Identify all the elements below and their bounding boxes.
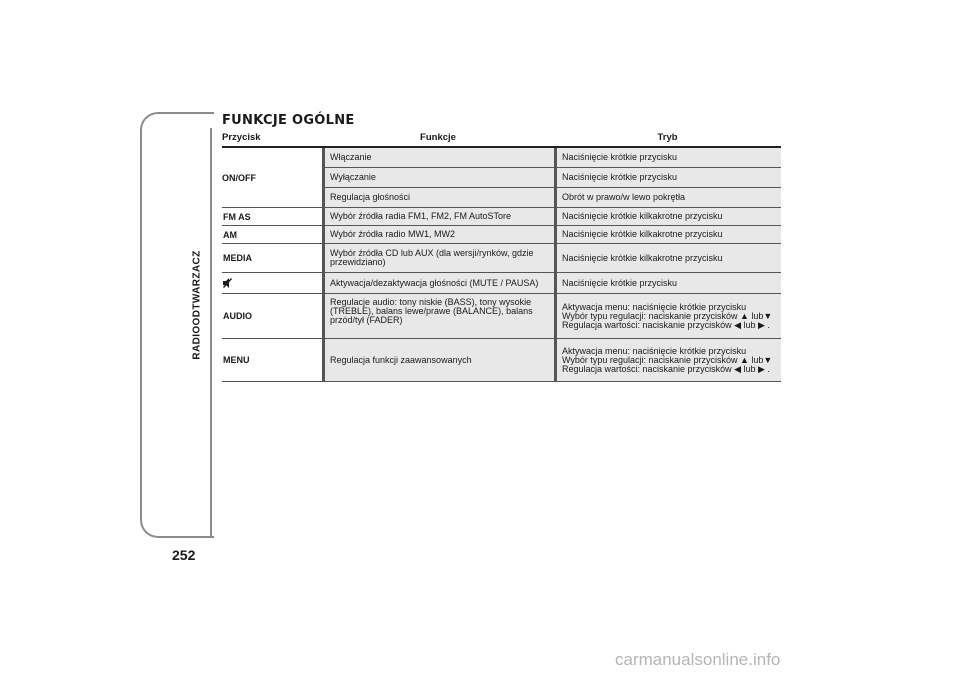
- function-cell: Wybór źródła radia FM1, FM2, FM AutoSTore: [322, 208, 554, 225]
- header-mode: Tryb: [657, 131, 678, 143]
- function-cell: Regulacja funkcji zaawansowanych: [322, 339, 554, 381]
- header-function: Funkcje: [420, 131, 456, 143]
- mode-cell: Naciśnięcie krótkie kilkakrotne przycisku: [554, 244, 781, 272]
- functions-table: [222, 128, 781, 382]
- page-number: 252: [172, 547, 196, 563]
- table-row-am: [222, 226, 781, 244]
- section-title: FUNKCJE OGÓLNE: [222, 113, 355, 128]
- table-row: [322, 148, 781, 168]
- button-menu: MENU: [223, 355, 250, 365]
- table-row-audio: [222, 294, 781, 339]
- mode-cell: Naciśnięcie krótkie przycisku: [554, 168, 781, 187]
- mode-line: Wybór typu regulacji: naciskanie przycisków ▲ lub▼: [562, 354, 773, 365]
- mode-line: Aktywacja menu: naciśnięcie krótkie przycisku: [562, 301, 747, 312]
- table-row-fmas: [222, 208, 781, 226]
- button-media: MEDIA: [223, 253, 252, 263]
- mode-line: Aktywacja menu: naciśnięcie krótkie przycisku: [562, 345, 747, 356]
- mode-cell: Naciśnięcie krótkie kilkakrotne przycisku: [554, 226, 781, 243]
- chapter-side-label: RADIOODTWARZACZ: [191, 250, 203, 360]
- button-onoff: ON/OFF: [222, 172, 256, 183]
- header-button: Przycisk: [222, 131, 261, 143]
- mode-cell: Naciśnięcie krótkie przycisku: [554, 148, 781, 167]
- button-am: AM: [223, 229, 237, 240]
- button-mute: [222, 273, 322, 293]
- table-row: [322, 188, 781, 207]
- function-cell: Wybór źródła radio MW1, MW2: [322, 226, 554, 243]
- table-row: [322, 168, 781, 188]
- button-audio: AUDIO: [223, 311, 252, 321]
- button-fmas: FM AS: [223, 211, 251, 222]
- function-cell: Regulacja głośności: [322, 188, 554, 207]
- function-cell: Włączanie: [322, 148, 554, 167]
- mode-line: Regulacja wartości: naciskanie przycisków ◀ lub ▶ .: [562, 319, 770, 330]
- function-cell: Wyłączanie: [322, 168, 554, 187]
- function-cell: Aktywacja/dezaktywacja głośności (MUTE / PAUSA): [322, 273, 554, 293]
- mode-cell: Naciśnięcie krótkie kilkakrotne przycisku: [554, 208, 781, 225]
- mode-cell: Naciśnięcie krótkie przycisku: [554, 273, 781, 293]
- table-row-menu: [222, 339, 781, 382]
- mode-cell: Obrót w prawo/w lewo pokrętła: [554, 188, 781, 207]
- page-frame-divider: [210, 128, 212, 538]
- mute-icon: [223, 278, 232, 288]
- table-row-media: [222, 244, 781, 273]
- table-header: [222, 128, 781, 148]
- function-cell: Regulacje audio: tony niskie (BASS), tony wysokie (TREBLE), balans lewe/prawe (BALANCE), balans przód/tył (FADER): [322, 294, 554, 338]
- table-row-onoff: [222, 148, 781, 208]
- mode-line: Wybór typu regulacji: naciskanie przycisków ▲ lub▼: [562, 310, 773, 321]
- function-cell: Wybór źródła CD lub AUX (dla wersji/rynków, gdzie przewidziano): [322, 244, 554, 272]
- mode-line: Regulacja wartości: naciskanie przycisków ◀ lub ▶ .: [562, 363, 770, 374]
- table-row-mute: [222, 273, 781, 294]
- mode-cell: [554, 339, 781, 381]
- page-frame: [140, 112, 214, 538]
- mode-cell: [554, 294, 781, 338]
- watermark: carmanualsonline.info: [615, 650, 781, 669]
